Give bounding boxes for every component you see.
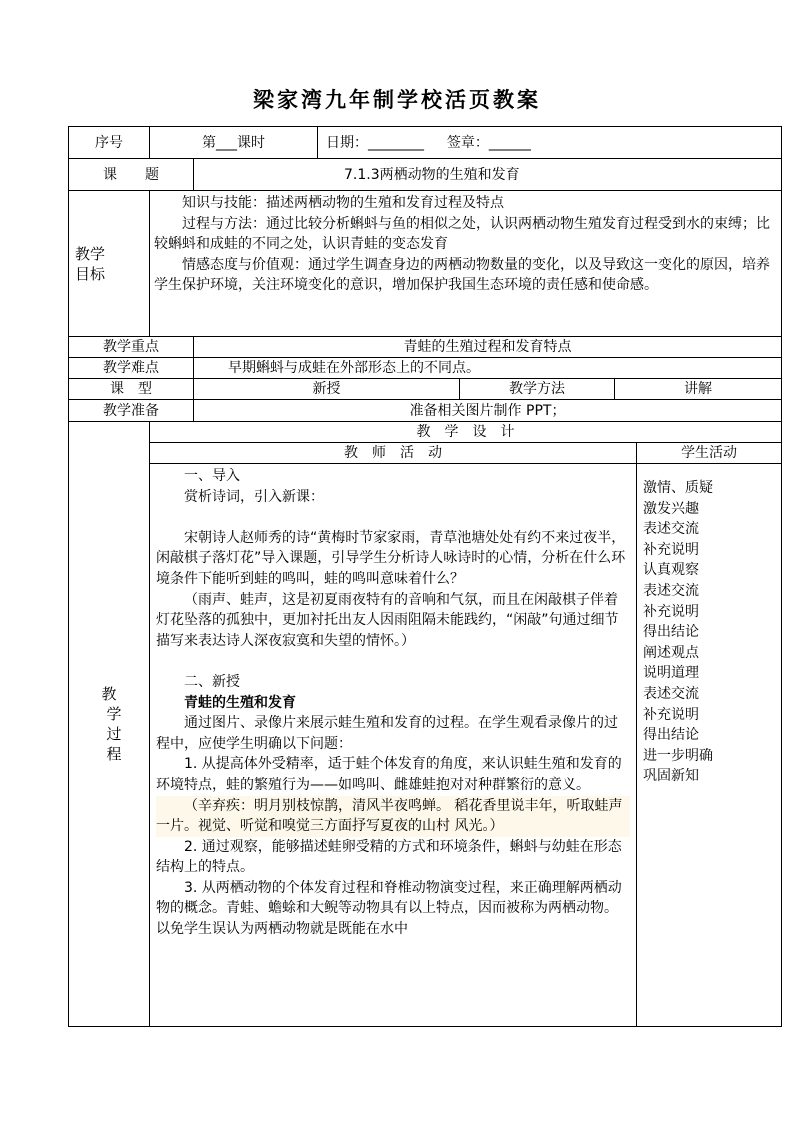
key-point-value: 青蛙的生殖过程和发育特点 <box>194 337 782 358</box>
student-activity-item: 阐述观点 <box>643 644 699 661</box>
process-label: 教 学 过 程 <box>69 422 150 1027</box>
topic-label: 课 题 <box>69 159 194 191</box>
process-content-row <box>69 464 782 1027</box>
preparation-row <box>69 400 782 422</box>
difficulty-row <box>69 358 782 379</box>
lesson-type-label: 课 型 <box>69 379 194 400</box>
student-activity-item: 得出结论 <box>643 624 699 641</box>
preparation-label: 教学准备 <box>69 400 194 422</box>
activity-header-row <box>69 443 782 464</box>
student-activity-item: 认真观察 <box>643 562 699 579</box>
teacher-activity-content <box>150 464 637 1027</box>
goals-row <box>69 191 782 337</box>
method-label: 教学方法 <box>460 379 615 400</box>
goals-content <box>150 191 782 337</box>
date-field[interactable]: 日期：________ <box>326 134 424 151</box>
sign-field[interactable]: 签章：______ <box>446 134 531 151</box>
design-header: 教 学 设 计 <box>150 422 782 443</box>
lesson-type-value: 新授 <box>194 379 460 400</box>
student-activity-item: 补充说明 <box>643 603 699 620</box>
date-sign-cell <box>318 127 782 159</box>
goal-knowledge: 知识与技能：描述两栖动物的生殖和发育过程及特点 <box>182 195 504 211</box>
student-activity-header: 学生活动 <box>637 443 782 464</box>
student-activity-item: 巩固新知 <box>643 768 699 785</box>
preparation-value: 准备相关图片制作 PPT； <box>194 400 782 422</box>
difficulty-label: 教学难点 <box>69 358 194 379</box>
lesson-number: 第___课时 <box>150 127 318 159</box>
page-title: 梁家湾九年制学校活页教案 <box>253 87 541 112</box>
lesson-type-row <box>69 379 782 400</box>
difficulty-value: 早期蝌蚪与成蛙在外部形态上的不同点。 <box>194 358 782 379</box>
teacher-line: 1. 从提高体外受精率，适于蛙个体发育的角度，来认识蛙生殖和发育的环境特点，蛙的繁殖行为——如鸣叫、雌雄蛙抱对对种群繁衍的意义。 <box>156 756 622 793</box>
student-activity-item: 得出结论 <box>643 727 699 744</box>
goal-emotion: 情感态度与价值观：通过学生调查身边的两栖动物数量的变化，以及导致这一变化的原因，培养学生保护环境，关注环境变化的意识，增加保护我国生态环境的责任感和使命感。 <box>154 256 770 293</box>
teacher-line: 2. 通过观察，能够描述蛙卵受精的方式和环境条件，蝌蚪与幼蛙在形态结构上的特点。 <box>156 838 622 876</box>
key-point-row <box>69 337 782 358</box>
student-activity-item: 激发兴趣 <box>643 500 699 517</box>
blank-line <box>156 651 630 672</box>
teacher-line: 通过图片、录像片来展示蛙生殖和发育的过程。在学生观看录像片的过程中，应使学生明确以下问题： <box>156 715 618 752</box>
student-activity-item: 说明道理 <box>643 665 699 682</box>
teacher-line: 赏析诗词，引入新课： <box>184 488 324 505</box>
topic-value: 7.1.3两栖动物的生殖和发育 <box>194 159 782 191</box>
design-header-row <box>69 422 782 443</box>
teacher-line: 3. 从两栖动物的个体发育过程和脊椎动物演变过程，来正确理解两栖动物的概念。青蛙、蟾蜍和大鲵等动物具有以上特点，因而被称为两栖动物。以免学生误认为两栖动物就是既能在水中 <box>156 879 622 938</box>
student-activity-item: 表述交流 <box>643 582 699 599</box>
teacher-line-highlighted: （辛弃疾：明月别枝惊鹊，清风半夜鸣蝉。 稻花香里说丰年，听取蛙声一片。视觉、听觉和嗅觉三方面抒写夏夜的山村 风光。） <box>156 796 630 837</box>
lesson-plan-table <box>68 126 782 1027</box>
method-value: 讲解 <box>615 379 782 400</box>
goals-label: 教学 目标 <box>69 191 150 337</box>
key-point-label: 教学重点 <box>69 337 194 358</box>
lesson-plan-sheet <box>68 126 781 1027</box>
teacher-line: （雨声、蛙声，这是初夏雨夜特有的音响和气氛，而且在闲敲棋子伴着灯花坠落的孤独中，更加衬托出友人因雨阻隔未能践约，“闲敲”句通过细节描写来表达诗人深夜寂寞和失望的情怀。） <box>156 591 619 649</box>
blank-line <box>156 507 630 528</box>
student-activity-item: 表述交流 <box>643 685 699 702</box>
teacher-line: 宋朝诗人赵师秀的诗“黄梅时节家家雨，青草池塘处处有约不来过夜半，闲敲棋子落灯花”导入课题，引导学生分析诗人咏诗时的心情，分析在什么环境条件下能听到蛙的鸣叫，蛙的鸣叫意味着什么？ <box>156 529 626 587</box>
student-activity-item: 进一步明确 <box>643 747 713 764</box>
topic-row <box>69 159 782 191</box>
section-new-heading: 二、新授 <box>184 673 240 690</box>
section-intro-heading: 一、导入 <box>184 468 240 484</box>
goal-process: 过程与方法：通过比较分析蝌蚪与鱼的相似之处，认识两栖动物生殖发育过程受到水的束缚；比较蝌蚪和成蛙的不同之处，认识青蛙的变态发育 <box>154 215 770 252</box>
topic-subheading: 青蛙的生殖和发育 <box>184 694 296 711</box>
header-row <box>69 127 782 159</box>
teacher-activity-header: 教 师 活 动 <box>150 443 637 464</box>
student-activity-item: 表述交流 <box>643 521 699 538</box>
student-activity-item: 激情、质疑 <box>643 480 713 496</box>
student-activity-item: 补充说明 <box>643 706 699 723</box>
seq-label: 序号 <box>69 127 150 159</box>
student-activity-item: 补充说明 <box>643 541 699 558</box>
student-activity-content <box>637 464 782 1027</box>
